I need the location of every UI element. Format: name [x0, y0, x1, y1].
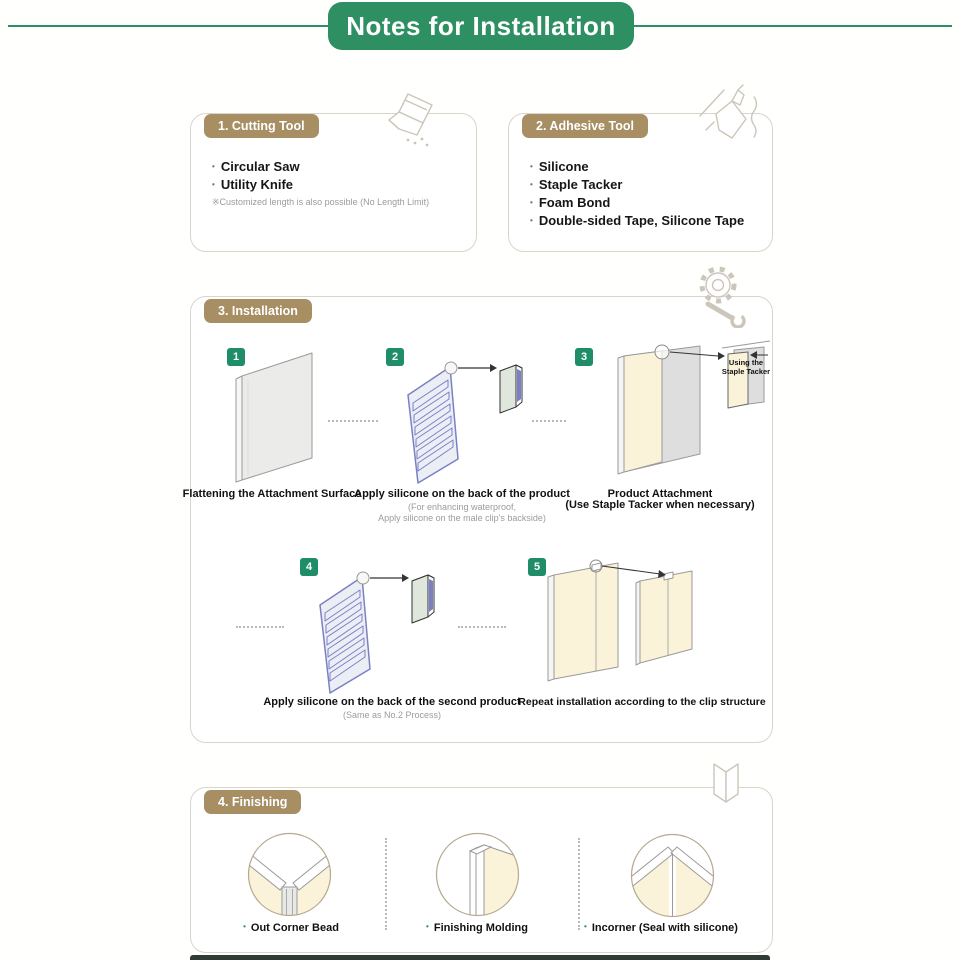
- incorner-illustration: [625, 828, 720, 923]
- adhesive-tool-list: [530, 158, 744, 230]
- adhesive-tool-label: 2. Adhesive Tool: [522, 114, 648, 138]
- cutting-tool-label: 1. Cutting Tool: [204, 114, 319, 138]
- finishing-separator: [578, 838, 580, 930]
- finishing-item-label: • Finishing Molding: [426, 922, 528, 934]
- step-separator: [328, 420, 378, 422]
- list-item: • Silicone: [530, 158, 744, 176]
- list-item: • Foam Bond: [530, 194, 744, 212]
- next-section-edge: [190, 955, 770, 960]
- step4-caption: Apply silicone on the back of the second product: [263, 696, 521, 708]
- cutting-tool-list: [212, 158, 300, 194]
- list-item: • Utility Knife: [212, 176, 300, 194]
- step4-subnote: (Same as No.2 Process): [342, 710, 442, 720]
- step4-silicone-illustration: [310, 565, 442, 695]
- list-item: • Staple Tacker: [530, 176, 744, 194]
- step1-caption: Flattening the Attachment Surface: [182, 488, 362, 500]
- step-separator: [458, 626, 506, 628]
- step3-caption: Product Attachment: [607, 488, 713, 500]
- step2-subnote: Apply silicone on the male clip's backside): [378, 513, 546, 523]
- step5-caption: Repeat installation according to the clip structure: [518, 696, 766, 708]
- utility-knife-icon: [378, 90, 440, 150]
- cutting-note: ※Customized length is also possible (No Length Limit): [212, 197, 430, 207]
- step2-subnote: (For enhancing waterproof,: [407, 502, 517, 512]
- corner-bead-icon: [700, 758, 752, 810]
- step-number-badge: 4: [300, 558, 318, 576]
- step-separator: [236, 626, 284, 628]
- step-separator: [532, 420, 566, 422]
- finishing-item-label: • Out Corner Bead: [243, 922, 339, 934]
- step2-caption: Apply silicone on the back of the product: [354, 488, 570, 500]
- installation-label: 3. Installation: [204, 299, 312, 323]
- finishing-item-label: • Incorner (Seal with silicone): [584, 922, 738, 934]
- annotation-line: Staple Tacker: [721, 367, 771, 376]
- page-title: Notes for Installation: [328, 2, 634, 50]
- staple-tacker-annotation: [720, 358, 772, 376]
- step-number-badge: 2: [386, 348, 404, 366]
- step5-repeat-illustration: [540, 555, 715, 690]
- step3-caption2: (Use Staple Tacker when necessary): [565, 499, 755, 511]
- gear-wrench-icon: [690, 264, 754, 328]
- annotation-line: Using the: [728, 358, 764, 367]
- list-item: • Double-sided Tape, Silicone Tape: [530, 212, 744, 230]
- finishing-label: 4. Finishing: [204, 790, 301, 814]
- list-item: • Circular Saw: [212, 158, 300, 176]
- out-corner-bead-illustration: [242, 827, 337, 922]
- glue-bottle-icon: [696, 84, 768, 150]
- step-number-badge: 5: [528, 558, 546, 576]
- step2-silicone-illustration: [398, 355, 530, 485]
- step1-flattening-illustration: [228, 346, 323, 486]
- step-number-badge: 3: [575, 348, 593, 366]
- finishing-molding-illustration: [430, 827, 525, 922]
- finishing-separator: [385, 838, 387, 930]
- step-number-badge: 1: [227, 348, 245, 366]
